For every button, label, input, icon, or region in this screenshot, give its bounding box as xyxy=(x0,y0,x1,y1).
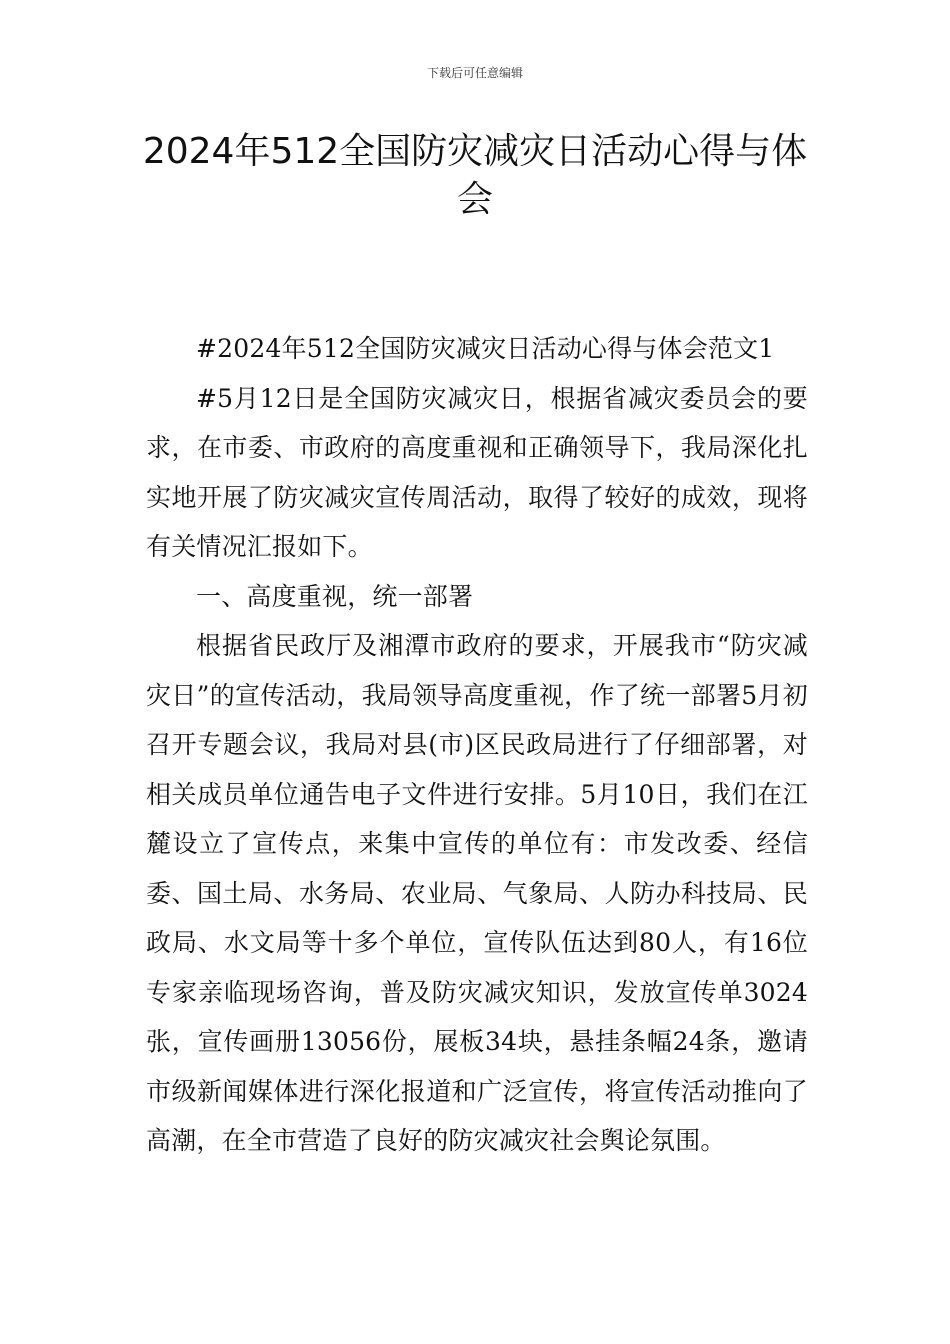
paragraph-subtitle: #2024年512全国防灾减灾日活动心得与体会范文1 xyxy=(196,334,775,363)
paragraph-intro: #5月12日是全国防灾减灾日，根据省减灾委员会的要求，在市委、市政府的高度重视和正确领导下，我局深化扎实地开展了防灾减灾宣传周活动，取得了较好的成效，现将有关情况汇报如下。 xyxy=(146,383,808,561)
paragraph-section-heading: 一、高度重视，统一部署 xyxy=(196,581,474,611)
document-title: 2024年512全国防灾减灾日活动心得与体会 xyxy=(142,131,808,220)
header-note: 下载后可任意编辑 xyxy=(426,66,523,80)
paragraph-section-body: 根据省民政厅及湘潭市政府的要求，开展我市“防灾减灾日”的宣传活动，我局领导高度重视，作了统一部署5月初召开专题会议，我局对县(市)区民政局进行了仔细部署，对相关成员单位通告电子文件进行安排。5月10日，我们在江麓设立了宣传点，来集中宣传的单位有：市发改委、经信委、国土局、水务局、农业局、气象局、人防办科技局、民政局、水文局等十多个单位，宣传队伍达到80人，有16位专家亲临现场咨询，普及防灾减灾知识，发放宣传单3024张，宣传画册13056份，展板34块，悬挂条幅24条，邀请市级新闻媒体进行深化报道和广泛宣传，将宣传活动推向了高潮，在全市营造了良好的防灾减灾社会舆论氛围。 xyxy=(146,631,808,1155)
document-body xyxy=(146,324,808,1166)
